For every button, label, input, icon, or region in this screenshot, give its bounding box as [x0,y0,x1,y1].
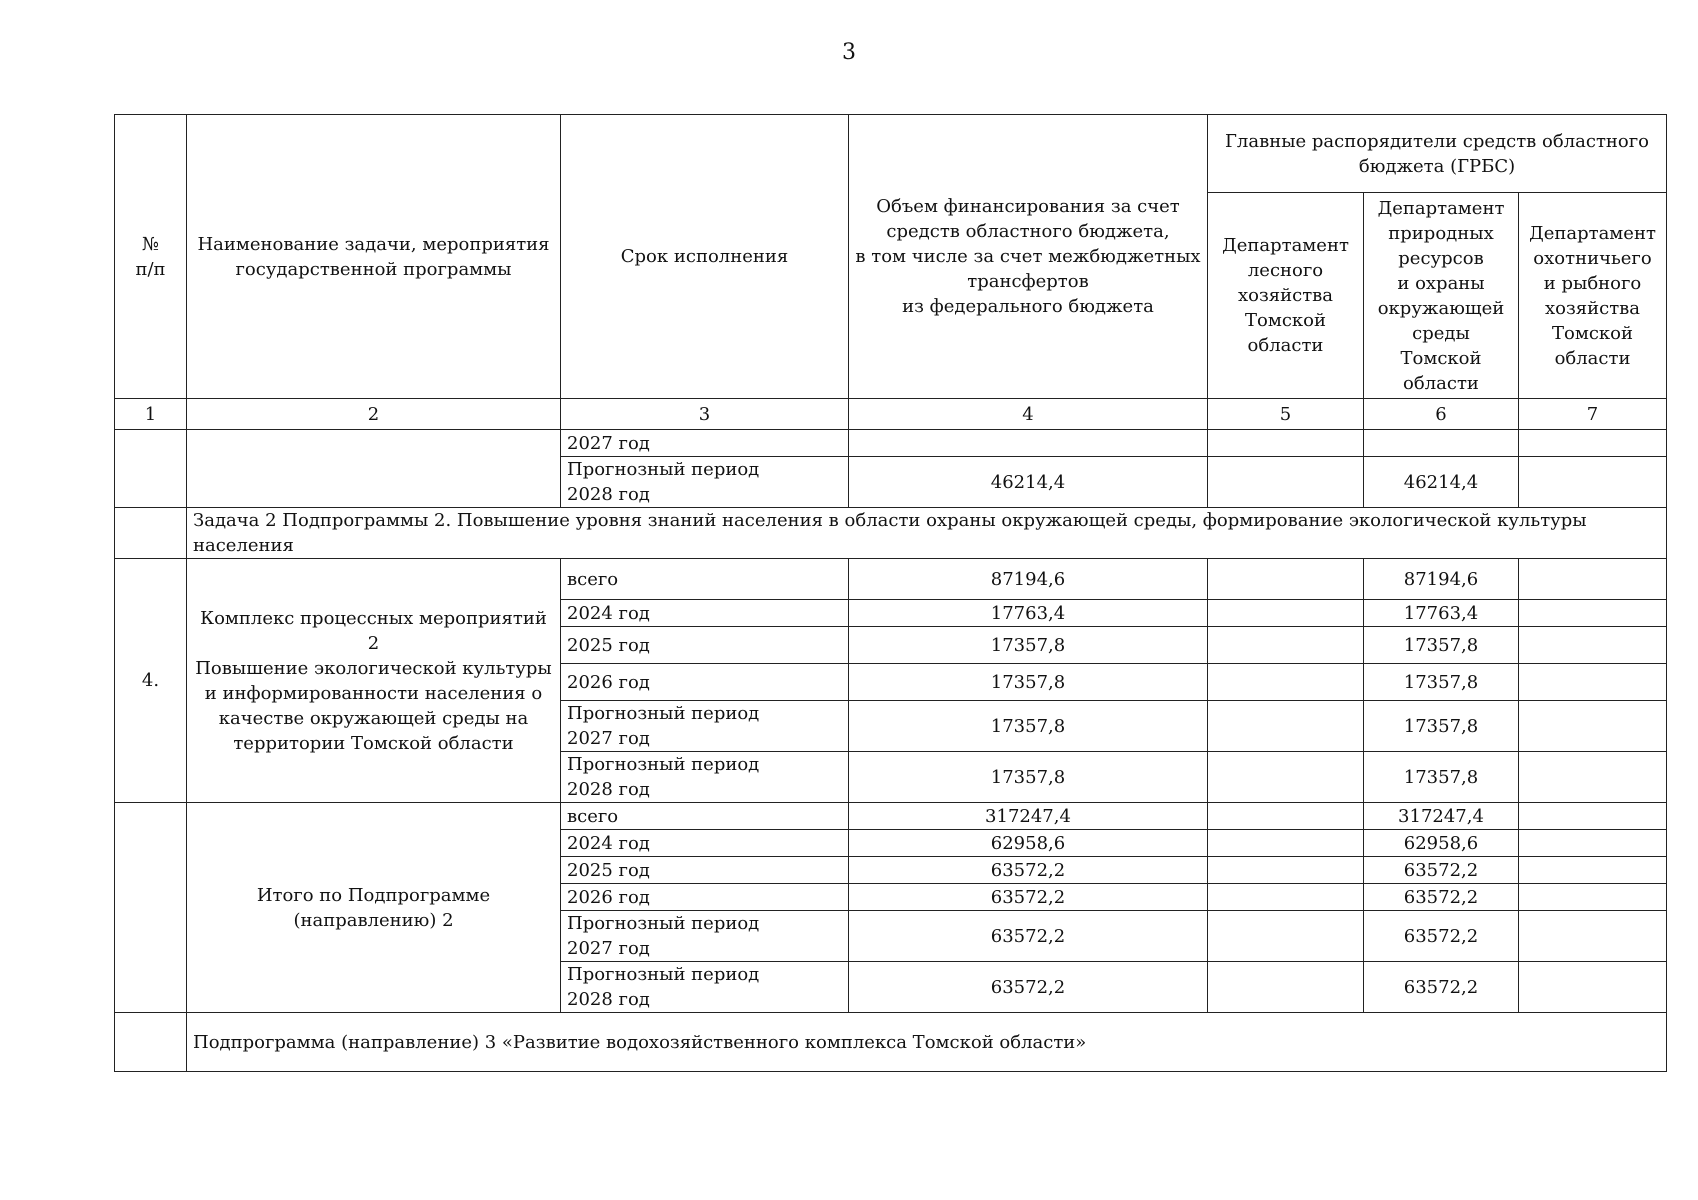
term-cell: 2027 год [561,430,849,457]
volume-cell: 17357,8 [849,664,1208,701]
dep-nature-cell: 317247,4 [1364,803,1519,830]
volume-cell: 63572,2 [849,857,1208,884]
page-number: 3 [842,40,856,65]
dep-nature-cell: 46214,4 [1364,457,1519,508]
term-cell: Прогнозный период 2027 год [561,911,849,962]
term-cell: Прогнозный период 2028 год [561,457,849,508]
term-cell: Прогнозный период 2028 год [561,752,849,803]
dep-forest-cell [1208,600,1364,627]
row-number-empty [115,1013,187,1072]
term-cell: 2026 год [561,664,849,701]
dep-hunt-cell [1519,559,1667,600]
volume-cell: 63572,2 [849,884,1208,911]
volume-cell: 63572,2 [849,911,1208,962]
dep-nature-cell: 17357,8 [1364,701,1519,752]
item-name: Комплекс процессных мероприятий 2 Повышение экологической культуры и информированности населения о качестве окружающей среды на территории Томской области [187,559,561,803]
dep-hunt-cell [1519,830,1667,857]
column-number: 4 [849,399,1208,430]
column-number-row [115,399,1667,430]
dep-hunt-cell [1519,911,1667,962]
row-name-empty [187,430,561,508]
term-cell: Прогнозный период 2027 год [561,701,849,752]
column-number: 2 [187,399,561,430]
dep-hunt-cell [1519,962,1667,1013]
term-cell: 2025 год [561,857,849,884]
task-title: Задача 2 Подпрограммы 2. Повышение уровня знаний населения в области охраны окружающей среды, формирование экологической культуры населения [187,508,1667,559]
column-number: 6 [1364,399,1519,430]
term-cell: всего [561,803,849,830]
dep-forest-cell [1208,962,1364,1013]
term-cell: 2026 год [561,884,849,911]
header-col-dep-hunt: Департамент охотничьего и рыбного хозяйства Томской области [1519,193,1667,399]
dep-hunt-cell [1519,664,1667,701]
volume-cell: 17357,8 [849,752,1208,803]
item-number: 4. [115,559,187,803]
dep-forest-cell [1208,911,1364,962]
dep-forest-cell [1208,559,1364,600]
table-row [115,803,1667,830]
dep-nature-cell: 17357,8 [1364,752,1519,803]
total-name: Итого по Подпрограмме (направлению) 2 [187,803,561,1013]
dep-forest-cell [1208,701,1364,752]
term-cell: 2025 год [561,627,849,664]
volume-cell [849,430,1208,457]
term-cell: 2024 год [561,600,849,627]
dep-hunt-cell [1519,752,1667,803]
volume-cell: 46214,4 [849,457,1208,508]
item-number [115,803,187,1013]
dep-forest-cell [1208,884,1364,911]
dep-nature-cell: 63572,2 [1364,911,1519,962]
dep-forest-cell [1208,457,1364,508]
table-header-row [115,115,1667,193]
dep-hunt-cell [1519,457,1667,508]
term-cell: 2024 год [561,830,849,857]
subprogram-row [115,1013,1667,1072]
volume-cell: 62958,6 [849,830,1208,857]
dep-forest-cell [1208,627,1364,664]
dep-nature-cell [1364,430,1519,457]
dep-nature-cell: 62958,6 [1364,830,1519,857]
header-col-dep-forest: Департамент лесного хозяйства Томской области [1208,193,1364,399]
dep-nature-cell: 63572,2 [1364,857,1519,884]
volume-cell: 17357,8 [849,627,1208,664]
dep-nature-cell: 87194,6 [1364,559,1519,600]
table-row [115,559,1667,600]
header-col-term: Срок исполнения [561,115,849,399]
term-cell: всего [561,559,849,600]
header-col-volume: Объем финансирования за счет средств областного бюджета, в том числе за счет межбюджетных трансфертов из федерального бюджета [849,115,1208,399]
volume-cell: 317247,4 [849,803,1208,830]
dep-nature-cell: 17357,8 [1364,664,1519,701]
dep-hunt-cell [1519,430,1667,457]
dep-nature-cell: 17357,8 [1364,627,1519,664]
row-number-empty [115,508,187,559]
dep-forest-cell [1208,803,1364,830]
column-number: 3 [561,399,849,430]
dep-forest-cell [1208,664,1364,701]
volume-cell: 87194,6 [849,559,1208,600]
dep-hunt-cell [1519,857,1667,884]
dep-hunt-cell [1519,600,1667,627]
header-col-name: Наименование задачи, мероприятия государственной программы [187,115,561,399]
volume-cell: 63572,2 [849,962,1208,1013]
dep-forest-cell [1208,857,1364,884]
budget-table [114,114,1667,1072]
dep-hunt-cell [1519,884,1667,911]
dep-forest-cell [1208,430,1364,457]
header-col-dep-nature: Департамент природных ресурсов и охраны окружающей среды Томской области [1364,193,1519,399]
volume-cell: 17357,8 [849,701,1208,752]
header-col-no: № п/п [115,115,187,399]
volume-cell: 17763,4 [849,600,1208,627]
dep-hunt-cell [1519,803,1667,830]
dep-hunt-cell [1519,627,1667,664]
dep-forest-cell [1208,752,1364,803]
dep-forest-cell [1208,830,1364,857]
table-row [115,430,1667,457]
dep-nature-cell: 63572,2 [1364,884,1519,911]
column-number: 1 [115,399,187,430]
row-number-empty [115,430,187,508]
header-col-grbs: Главные распорядители средств областного бюджета (ГРБС) [1208,115,1667,193]
dep-nature-cell: 17763,4 [1364,600,1519,627]
task-row [115,508,1667,559]
term-cell: Прогнозный период 2028 год [561,962,849,1013]
dep-nature-cell: 63572,2 [1364,962,1519,1013]
column-number: 7 [1519,399,1667,430]
subprogram-title: Подпрограмма (направление) 3 «Развитие водохозяйственного комплекса Томской области» [187,1013,1667,1072]
column-number: 5 [1208,399,1364,430]
dep-hunt-cell [1519,701,1667,752]
